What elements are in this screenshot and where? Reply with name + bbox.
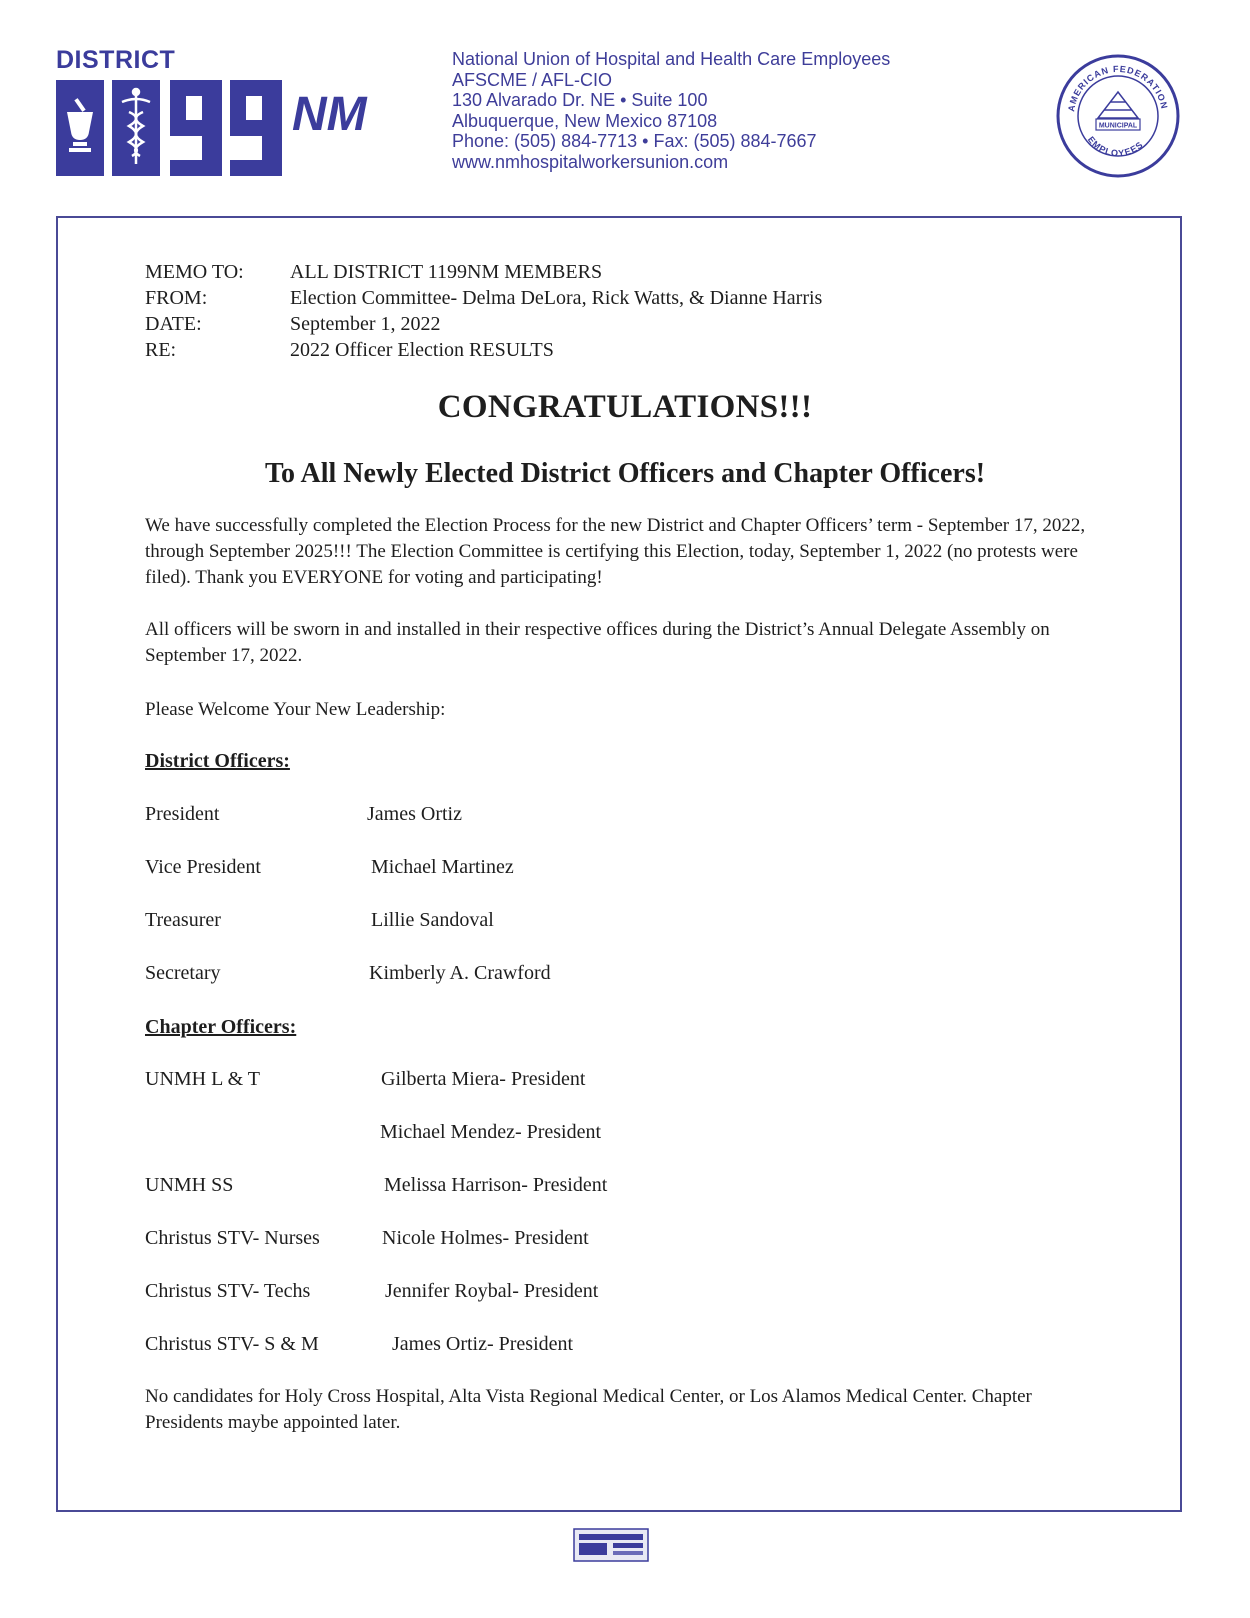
memo-date-value: September 1, 2022 <box>290 313 441 335</box>
logo-digit-9-b <box>230 80 282 176</box>
capitol-dome-icon <box>1098 92 1138 118</box>
memo-to-value: ALL DISTRICT 1199NM MEMBERS <box>290 261 603 283</box>
contact-phone: Phone: (505) 884-7713 • Fax: (505) 884-7667 <box>452 131 817 152</box>
officer-name: James Ortiz <box>367 803 462 825</box>
logo-district-text: DISTRICT <box>56 46 176 74</box>
union-contact-block <box>452 49 890 173</box>
svg-text:EMPLOYEES <box>1086 134 1146 158</box>
swearing-in-paragraph: All officers will be sworn in and installed in their respective offices during the District’s Annual Delegate Assembly on September 17, 2022. <box>145 619 1050 666</box>
chapter-name: UNMH L & T <box>145 1068 260 1090</box>
officer-name: Michael Martinez <box>371 856 514 878</box>
district-officers-heading: District Officers: <box>145 750 290 772</box>
memo-date-row <box>145 311 822 337</box>
officer-role: Treasurer <box>145 909 221 931</box>
afscme-seal <box>1054 52 1182 180</box>
chapter-officers-heading: Chapter Officers: <box>145 1016 297 1038</box>
seal-band-text: MUNICIPAL <box>1098 122 1138 130</box>
officer-role: Secretary <box>145 962 221 984</box>
chapter-name: Christus STV- Techs <box>145 1280 311 1302</box>
chapter-officer-name: Melissa Harrison- President <box>384 1174 608 1196</box>
officer-role: President <box>145 803 220 825</box>
chapter-name: UNMH SS <box>145 1174 234 1196</box>
chapter-officer-row <box>145 1174 608 1197</box>
memo-re-row <box>145 337 822 363</box>
chapter-officer-row <box>145 1280 599 1303</box>
logo-digit-9-a <box>170 80 222 176</box>
contact-union-name: National Union of Hospital and Health Care Employees <box>452 49 891 69</box>
chapter-officer-name: James Ortiz- President <box>392 1333 574 1355</box>
officer-role: Vice President <box>145 856 261 878</box>
union-bug-icon <box>573 1528 649 1562</box>
contact-website[interactable]: www.nmhospitalworkersunion.com <box>452 151 729 172</box>
chapter-officer-row <box>145 1227 589 1250</box>
chapter-officer-name: Jennifer Roybal- President <box>385 1280 599 1302</box>
officer-name: Lillie Sandoval <box>371 909 494 931</box>
memo-from-value: Election Committee- Delma DeLora, Rick Watts, & Dianne Harris <box>290 287 823 309</box>
chapter-officer-name: Nicole Holmes- President <box>382 1227 589 1249</box>
seal-top-text: AMERICAN FEDERATION <box>1066 63 1170 113</box>
contact-affiliation: AFSCME / AFL-CIO <box>452 69 613 90</box>
election-paragraph: We have successfully completed the Election Process for the new District and Chapter Officers’ term - September 17, 2022, through September 2025!!! The Election Committee is certifying this Election, today, September 1, 2022 (no protests were filed). Thank you EVERYONE for voting and participating! <box>145 515 1086 588</box>
chapter-officer-name: Gilberta Miera- President <box>381 1068 586 1090</box>
memo-from-row <box>145 285 822 311</box>
chapter-name: Christus STV- S & M <box>145 1333 319 1355</box>
memo-from-label: FROM: <box>145 287 208 309</box>
memo-to-label: MEMO TO: <box>145 261 244 283</box>
chapter-officer-row <box>145 1068 586 1091</box>
district-1199nm-logo <box>56 46 416 176</box>
chapter-officer-name: Michael Mendez- President <box>380 1121 602 1143</box>
memo-re-value: 2022 Officer Election RESULTS <box>290 339 554 361</box>
seal-bottom-text: EMPLOYEES <box>1085 134 1146 159</box>
chapter-officer-row <box>145 1333 574 1356</box>
contact-street: 130 Alvarado Dr. NE • Suite 100 <box>452 90 708 111</box>
closing-note: No candidates for Holy Cross Hospital, Alta Vista Regional Medical Center, or Los Alamos Medical Center. Chapter Presidents maybe appointed later. <box>145 1386 1032 1433</box>
district-officer-row <box>145 962 551 985</box>
district-officer-row <box>145 909 494 932</box>
memo-re-label: RE: <box>145 339 177 361</box>
memo-subtitle: To All Newly Elected District Officers and Chapter Officers! <box>264 458 986 489</box>
welcome-line: Please Welcome Your New Leadership: <box>145 699 446 720</box>
logo-1199nm-mark <box>56 80 416 180</box>
district-officer-row <box>145 856 514 879</box>
svg-text:AMERICAN FEDERATION <box>1066 64 1169 112</box>
district-officer-row <box>145 803 462 826</box>
memo-date-label: DATE: <box>145 313 202 335</box>
chapter-name: Christus STV- Nurses <box>145 1227 320 1249</box>
officer-name: Kimberly A. Crawford <box>369 962 551 984</box>
memo-title: CONGRATULATIONS!!! <box>437 389 813 425</box>
memo-header <box>145 259 822 363</box>
memo-to-row <box>145 259 822 285</box>
logo-suffix-text: NM <box>292 88 367 141</box>
contact-city: Albuquerque, New Mexico 87108 <box>452 110 718 131</box>
